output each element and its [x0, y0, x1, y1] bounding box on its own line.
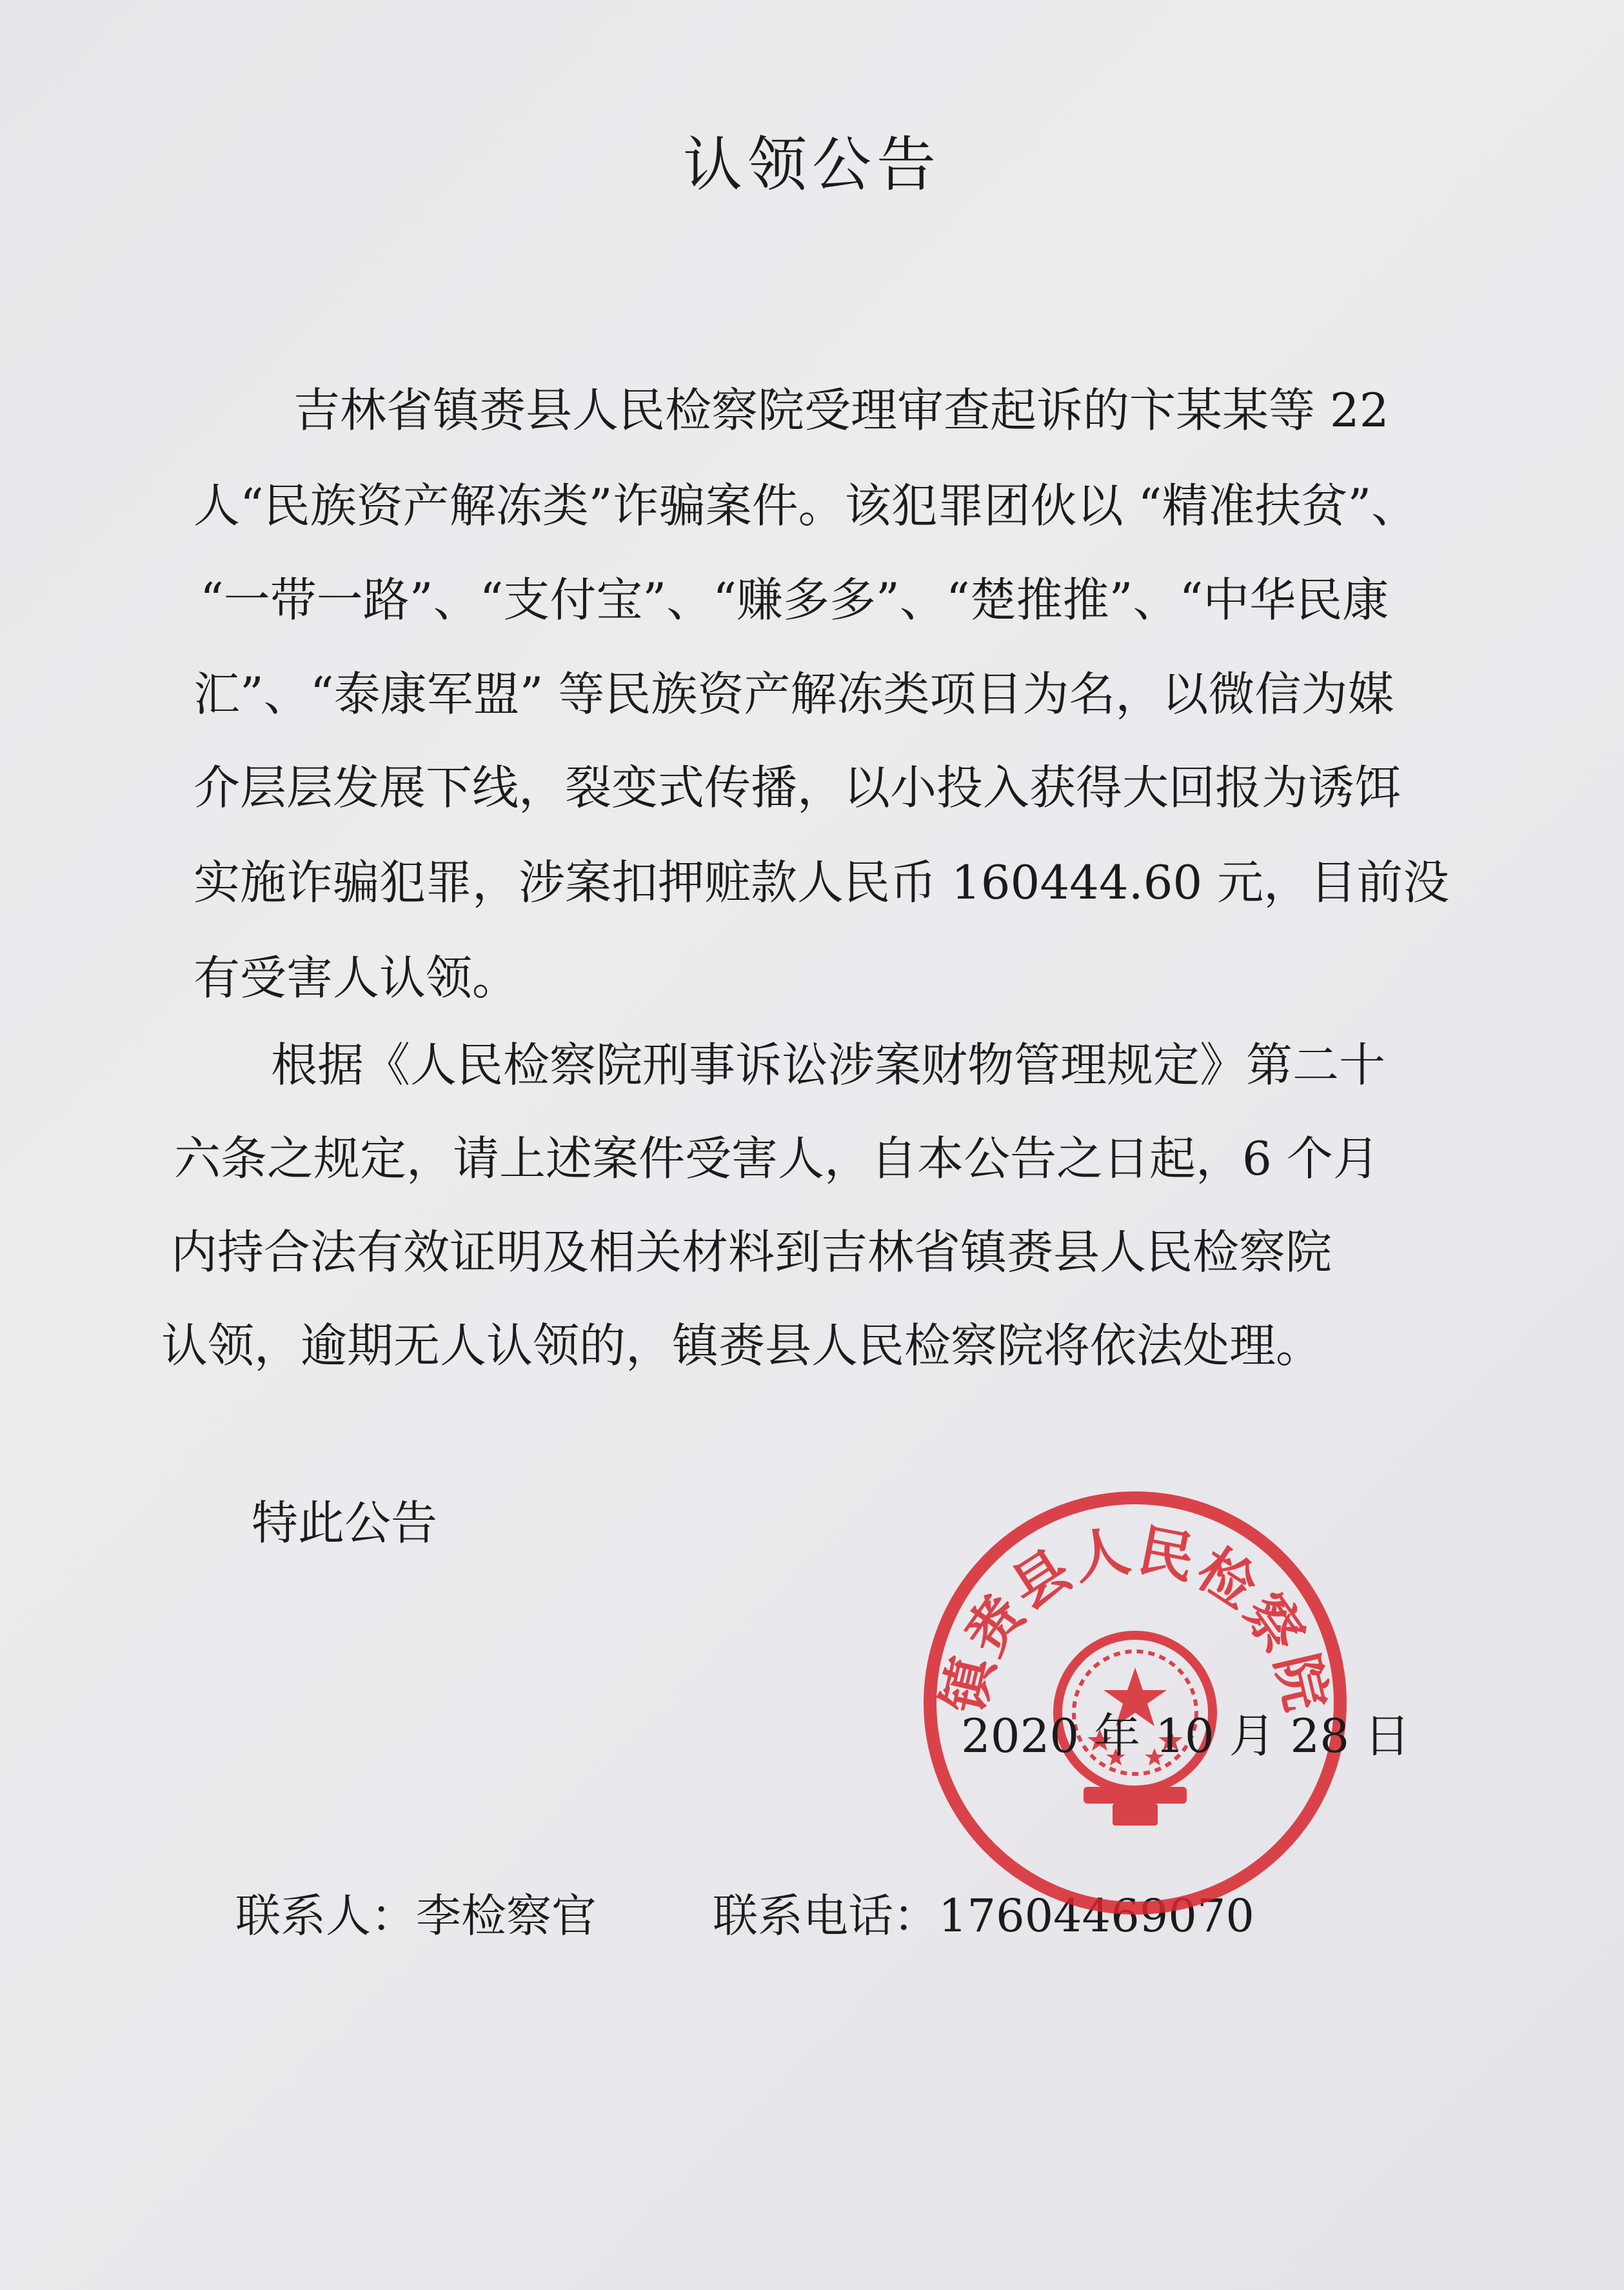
paragraph-2-line: 六条之规定，请上述案件受害人，自本公告之日起，6 个月 [174, 1131, 1380, 1186]
paragraph-1-line: 有受害人认领。 [193, 951, 519, 1005]
notice-date: 2020 年 10 月 28 日 [961, 1709, 1411, 1763]
paragraph-2-line: 认领，逾期无人认领的，镇赉县人民检察院将依法处理。 [161, 1319, 1323, 1373]
paragraph-1-line: 介层层发展下线，裂变式传播，以小投入获得大回报为诱饵 [193, 761, 1401, 815]
paragraph-1-line: “一带一路”、“支付宝”、“赚多多”、“楚推推”、“中华民康 [200, 573, 1389, 627]
closing-text: 特此公告 [252, 1496, 438, 1550]
paragraph-1-line: 人“民族资产解冻类”诈骗案件。该犯罪团伙以 “精准扶贫”、 [193, 479, 1418, 533]
paragraph-2-line: 内持合法有效证明及相关材料到吉林省镇赉县人民检察院 [171, 1225, 1332, 1279]
paragraph-1-line: 汇”、“泰康军盟” 等民族资产解冻类项目为名，以微信为媒 [193, 667, 1394, 721]
official-seal [922, 1490, 1348, 1916]
seal-text: 镇赉县人民检察院 [931, 1517, 1340, 1720]
paragraph-1-line: 吉林省镇赉县人民检察院受理审查起诉的卞某某等 22 [293, 383, 1389, 437]
paragraph-1-line: 实施诈骗犯罪，涉案扣押赃款人民币 160444.60 元，目前没 [193, 855, 1450, 910]
notice-title: 认领公告 [682, 130, 941, 199]
contact-phone: 联系电话：17604469070 [713, 1889, 1254, 1942]
contact-person: 联系人：李检察官 [235, 1889, 597, 1942]
paragraph-2-line: 根据《人民检察院刑事诉讼涉案财物管理规定》第二十 [271, 1038, 1386, 1092]
